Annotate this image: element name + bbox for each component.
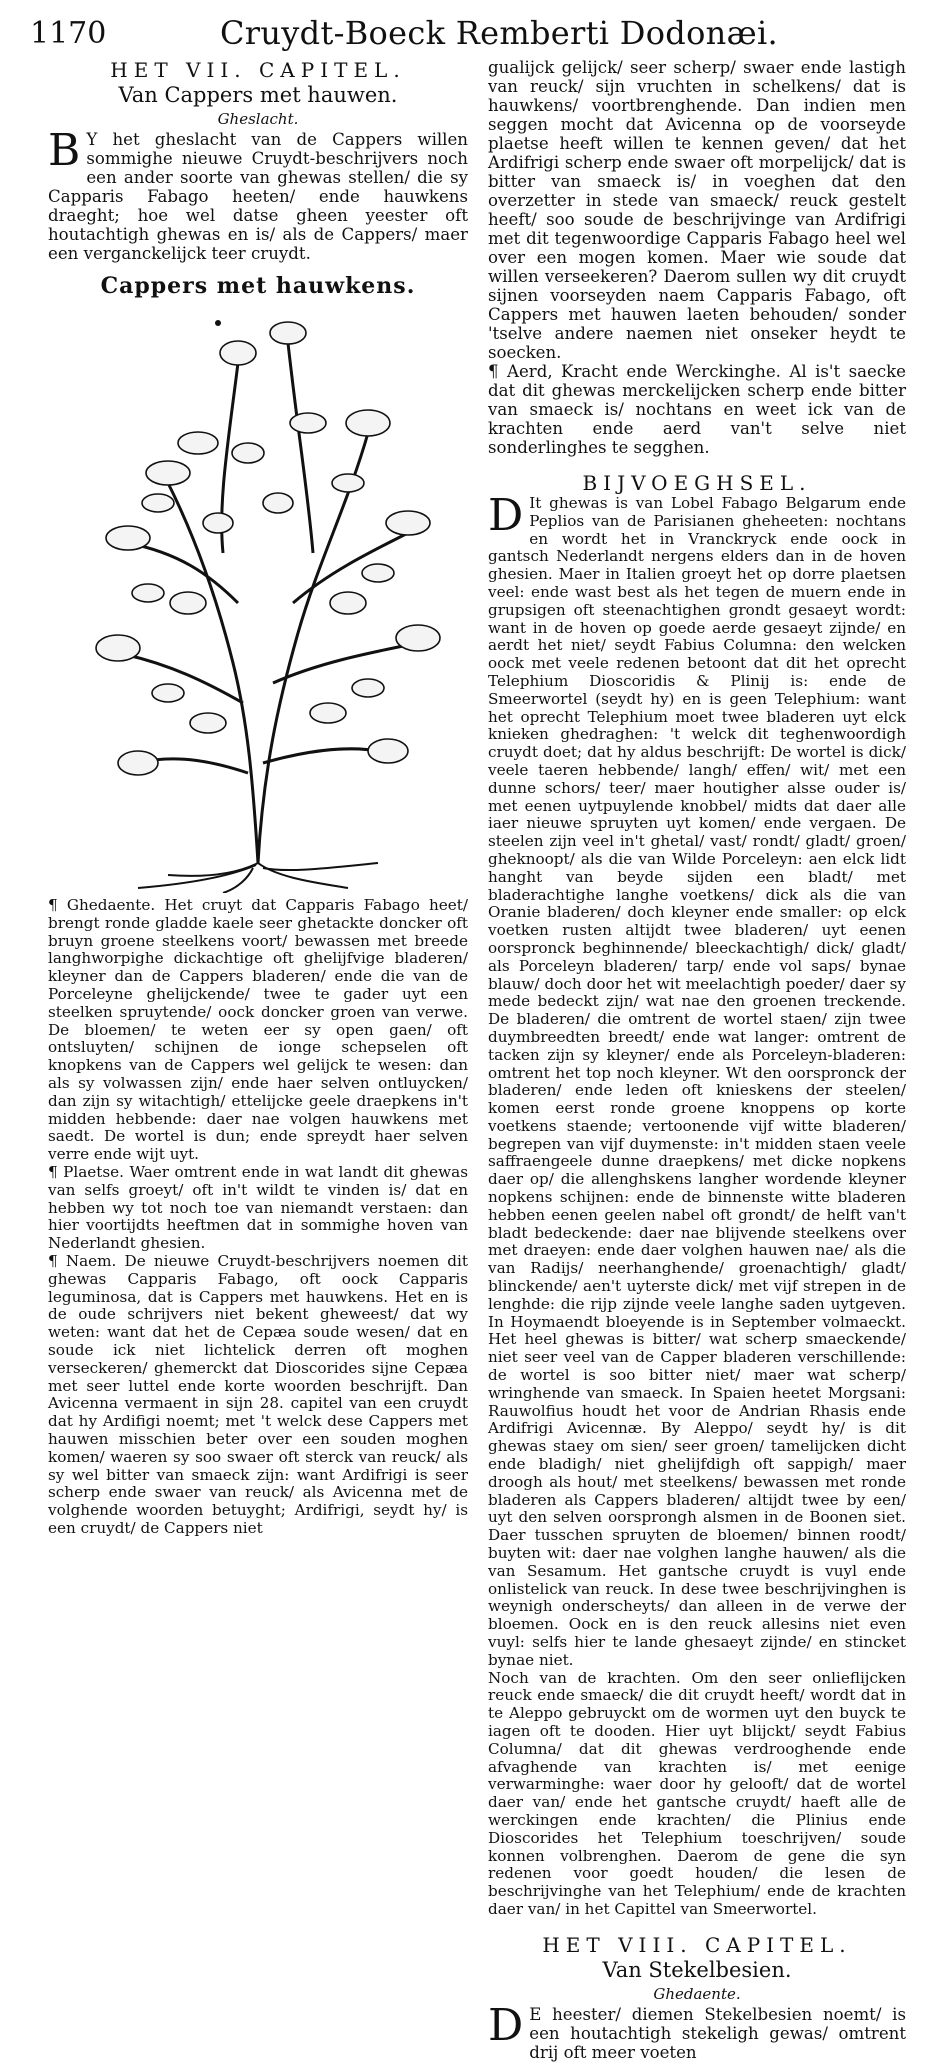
bijvoeghsel-heading: BIJVOEGHSEL. (582, 471, 812, 495)
chapter-heading: HET VIII. CAPITEL. (542, 1932, 852, 1957)
naem-paragraph: ¶ Naem. De nieuwe Cruydt-beschrijvers noemen dit ghewas Capparis Fabago, oft oock Capparis leguminosa, dat is Cappers met hauwkens. Het en is de oude schrijvers niet bekent gheweest/ dat wy weten: want dat het de Cepæa soude wesen/ dat en soude ick niet lichtelick derren oft moghen verseckeren/ ghemerckt dat Dioscorides sijne Cepæa met seer luttel ende korte woorden beschrijft. Dan Avicenna vermaent in sijn 28. capitel van een cruydt dat hy Ardifigi noemt; met 't welck dese Cappers met hauwen misschien beter over een souden moghen komen/ waeren sy soo swaer oft sterck van reuck/ als sy wel bitter van smaeck zijn: want Ardifrigi is seer scherp ende swaer van reuck/ als Avicenna met de volghende woorden betuyght; Ardifrigi, seydt hy/ is een cruydt/ de Cappers niet (48, 1251, 468, 1537)
figure-title: Cappers met hauwkens. (100, 273, 416, 299)
bijvoeghsel-paragraph (488, 490, 906, 1670)
right-column (488, 58, 906, 2062)
drop-cap: D (488, 1999, 524, 2051)
running-head: Cruydt-Boeck Remberti Dodonæi. (220, 14, 778, 52)
drop-cap: D (488, 490, 524, 541)
chapter-heading: HET VII. CAPITEL. (110, 58, 406, 82)
left-column (48, 58, 468, 1538)
plant-woodcut-illustration (48, 303, 468, 893)
intro-paragraph (48, 125, 468, 263)
section-label: Ghedaente. (653, 1984, 741, 2003)
chapter-subtitle: Van Stekelbesien. (602, 1957, 792, 1982)
chapter-subtitle: Van Cappers met hauwen. (118, 83, 398, 107)
chapter8-paragraph (488, 1999, 906, 2062)
drop-cap: B (48, 125, 81, 176)
page-header (30, 14, 920, 50)
bijvoeghsel-text: It ghewas is van Lobel Fabago Belgarum ende Peplios van de Parisianen gheheeten: nochtans en wordt het in Vranckryck ende oock in gantsch Nederlandt nergens elders dan in de hoven ghesien. Maer in Italien groeyt het op dorre plaetsen veel: ende wast best als het tegen de muern ende in grupsigen oft steenachtighen grondt gesaeyt wordt: want in de hoven op goede aerde gesaeyt zijnde/ en aerdt het niet/ seydt Fabius Columna: den welcken oock met veele redenen betoont dat dit het oprecht Telephium Dioscoridis & Plinij is: ende de Smeerwortel (seydt hy) en is geen Telephium: want het oprecht Telephium moet twee bladeren uyt elck knieken ghedraghen: 't welck dit teghenwoordigh cruydt doet; dat hy aldus beschrijft: De wortel is dick/ veele taeren hebbende/ langh/ effen/ wit/ met een dunne schors/ teer/ maer houtigher alsse ouder is/ met eenen uytpuylende knobbel/ midts dat daer alle iaer nieuwe spruyten uyt komen/ ende vergaen. De steelen zijn veel in't ghetal/ vast/ rondt/ gladt/ groen/ gheknoopt/ als die van Wilde Porceleyn: aen elck lidt hanght van beyde sijden een bladt/ met bladerachtighe langhe voetkens/ dick als die van Oranie bladeren/ doch kleyner ende smaller: op elck voetken rusten altijdt twee bladeren/ uyt eenen oorspronck beghinnende/ bleeckachtigh/ dick/ gladt/ als Porceleyn bladeren/ tarp/ ende vol saps/ bynae blauw/ doch door het wit meelachtigh poeder/ daer sy mede bedeckt zijn/ wat nae den groenen treckende. De bladeren/ die omtrent de wortel staen/ zijn twee duymbreedten breedt/ ende wat langer: omtrent de tacken zijn sy kleyner/ ende als Porceleyn-bladeren: omtrent het top noch kleyner. Wt den oorspronck der bladeren/ ende leden oft knieskens der steelen/ komen eerst ronde groene knoppens op korte voetkens staende; vertoonende vijf witte bladeren/ begrepen van vijf duymenste: in't midden staen veele saffraengeele dunne draepkens/ met dicke nopkens daer op/ die allenghskens langher wordende kleyner nopkens schijnen: ende de binnenste witte bladeren hebben eenen geelen nabel oft grondt/ de helft van't bladt bedeckende: daer nae blijvende steelkens over met draeyen: ende daer volghen hauwen nae/ als die van Radijs/ neerhanghende/ groenachtigh/ gladt/ blinckende/ aen't uyterste dick/ met vijf strepen in de lenghde: die rijp zijnde veele langhe saden uytgeven. In Hoymaendt bloeyende is in September volmaeckt. Het heel ghewas is bitter/ wat scherp smaeckende/ niet seer veel van de Capper bladeren verschillende: de wortel is soo bitter niet/ maer wat scherp/ wringhende van smaeck. In Spaien heetet Morgsani: Rauwolfius houdt het voor de Andrian Rhasis ende Ardifrigi Avicennæ. By Aleppo/ seydt hy/ is dit ghewas staey om sien/ seer groen/ tamelijcken dicht ende bladigh/ niet ghelijfdigh oft sappigh/ maer droogh als hout/ met steelkens/ bewassen met ronde bladeren als Cappers bladeren/ altijdt twee by een/ uyt den selven oorsprongh alsmen in de Boonen siet. Daer tusschen spruyten de bloemen/ binnen roodt/ buyten wit: daer nae volghen langhe hauwen/ als die van Sesamum. Het gantsche cruydt is vuyl ende onlistelick van reuck. In dese twee beschrijvinghen is weynigh onderscheyts/ dan alleen in de verwe der bloemen. Oock en is den reuck allesins niet even vuyl: selfs hier te lande ghesaeyt zijnde/ en stincket bynae niet. (488, 494, 906, 1669)
section-label: Gheslacht. (217, 110, 299, 128)
noch-paragraph: Noch van de krachten. Om den seer onlieflijcken reuck ende smaeck/ die dit cruydt heeft/ wordt dat in te Aleppo gebruyckt om de wormen uyt den buyck te iagen oft te dooden. Hier uyt blijckt/ seydt Fabius Columna/ dat dit ghewas verdrooghende ende afvaghende van krachten is/ met eenige verwarminghe: waer door hy gelooft/ dat de wortel daer van/ ende het gantsche cruydt/ haeft alle de werckingen ende krachten/ die Plinius ende Dioscorides het Telephium toeschrijven/ soude konnen volbrenghen. Daerom de gene die syn redenen voor goedt houden/ die lesen de beschrijvinghe van het Telephium/ ende de krachten daer van/ in het Capittel van Smeerwortel. (488, 1668, 906, 1918)
ghedaente-paragraph: ¶ Ghedaente. Het cruyt dat Capparis Fabago heet/ brengt ronde gladde kaele seer ghetackte doncker oft bruyn groene steelkens voort/ bewassen met breede langhworpighe dickachtige oft ghelijfvige bladeren/ kleyner dan de Cappers bladeren/ ende die van de Porceleyne ghelijckende/ twee te gader uyt een steelken spruytende/ oock doncker groen van verwe. De bloemen/ te weten eer sy open gaen/ oft ontsluyten/ schijnen de ionge schepselen oft knopkens van de Cappers wel gelijck te wesen: dan als sy volwassen zijn/ ende haer selven ontluycken/ dan zijn sy witachtigh/ ettelijcke geele draepkens in't midden hebbende: daer nae volgen hauwkens met saedt. De wortel is dun; ende spreydt haer selven verre ende wijt uyt. (48, 896, 468, 1164)
page-number: 1170 (30, 16, 107, 51)
intro-text: Y het gheslacht van de Cappers willen sommighe nieuwe Cruydt-beschrijvers noch een ander soorte van ghewas stellen/ die sy Capparis Fabago heeten/ ende hauwkens draeght; hoe wel datse gheen yeester oft houtachtigh ghewas en is/ als de Cappers/ maer een verganckelijck teer cruydt. (48, 130, 468, 263)
chapter8-text: E heester/ diemen Stekelbesien noemt/ is een houtachtigh stekeligh gewas/ omtrent drij oft meer voeten (529, 2004, 906, 2062)
aerd-paragraph: ¶ Aerd, Kracht ende Werckinghe. Al is't saecke dat dit ghewas merckelijcken scherp ende bitter van smaeck is/ nochtans en weet ick van de krachten ende aerd van't selve niet sonderlinghes te segghen. (488, 362, 906, 457)
plaetse-paragraph: ¶ Plaetse. Waer omtrent ende in wat landt dit ghewas van selfs groeyt/ oft in't wildt te vinden is/ dat en hebben wy tot noch toe van niemandt verstaen: dan hier voortijdts heeftmen dat in sommighe hoven van Nederlandt ghesien. (48, 1162, 468, 1253)
continuation-paragraph: gualijck gelijck/ seer scherp/ swaer ende lastigh van reuck/ sijn vruchten in schelkens/ dat is hauwkens/ voortbrenghende. Dan indien men seggen mocht dat Avicenna op de voorseyde plaetse heeft willen te kennen geven/ dat het Ardifrigi scherp ende swaer oft morpelijck/ dat is bitter van smaeck is/ in voeghen dat den overzetter in stede van smaeck/ reuck gestelt heeft/ soo soude de beschrijvinge van Ardifrigi met dit tegenwoordige Capparis Fabago heel wel over een mogen komen. Maer wie soude dat willen verseekeren? Daerom sullen wy dit cruydt sijnen voorseyden naem Capparis Fabago, oft Cappers met hauwen laeten behouden/ sonder 'tselve andere naemen niet onseker heydt te soecken. (488, 58, 906, 362)
